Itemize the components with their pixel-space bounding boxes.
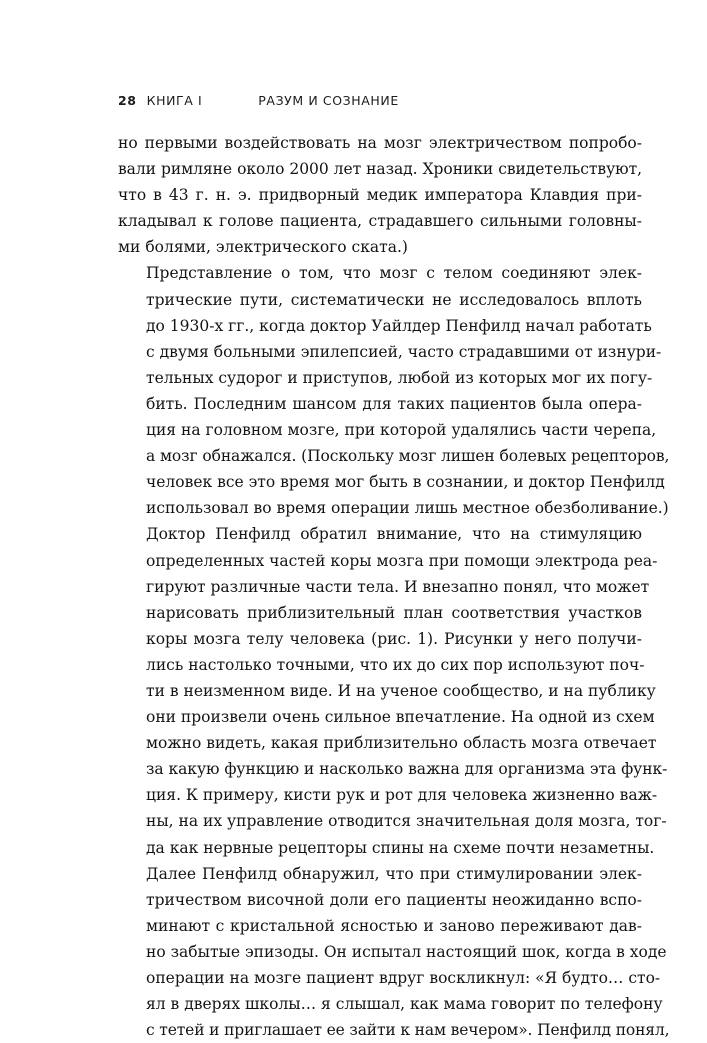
text-line: но забытые эпизоды. Он испытал настоящий шок, когда в ходе bbox=[146, 942, 667, 961]
paragraph-4 bbox=[118, 861, 670, 1043]
text-line: ны, на их управление отводится значительная доля мозга, тог- bbox=[146, 812, 667, 831]
text-line: но первыми воздействовать на мозг электричеством попробо- bbox=[118, 134, 642, 152]
paragraph-2 bbox=[118, 260, 670, 521]
text-line: да как нервные рецепторы спины на схеме почти незаметны. bbox=[146, 838, 655, 857]
text-line: коры мозга телу человека (рис. 1). Рисунки у него получи- bbox=[146, 629, 642, 648]
text-line: вали римляне около 2000 лет назад. Хроники свидетельствуют, bbox=[118, 160, 642, 179]
text-line: ция. К примеру, кисти рук и рот для человека жизненно важ- bbox=[146, 786, 658, 805]
text-line: операции на мозге пациент вдруг воскликнул: «Я будто… сто- bbox=[146, 969, 661, 987]
text-line: а мозг обнажался. (Поскольку мозг лишен болевых рецепторов, bbox=[146, 447, 670, 466]
text-line: бить. Последним шансом для таких пациентов была опера- bbox=[146, 394, 642, 413]
text-line: они произвели очень сильное впечатление. На одной из схем bbox=[146, 708, 655, 727]
text-line: Далее Пенфилд обнаружил, что при стимулировании элек- bbox=[146, 864, 642, 883]
text-line: тельных судорог и приступов, любой из которых мог их погу- bbox=[146, 368, 653, 387]
text-line: использовал во время операции лишь местное обезболивание.) bbox=[146, 499, 669, 518]
text-line: гируют различные части тела. И внезапно понял, что может bbox=[146, 577, 650, 596]
body-text bbox=[118, 130, 670, 1043]
text-line: минают с кристальной ясностью и заново переживают дав- bbox=[146, 916, 642, 935]
text-line: ти в неизменном виде. И на ученое сообщество, и на публику bbox=[146, 681, 656, 700]
paragraph-3 bbox=[118, 521, 668, 860]
text-line: Доктор Пенфилд обратил внимание, что на стимуляцию bbox=[146, 525, 642, 544]
text-line: с двумя больными эпилепсией, часто страдавшими от изнури- bbox=[146, 342, 662, 361]
page-number: 28 bbox=[118, 93, 137, 108]
text-line: ял в дверях школы… я слышал, как мама говорит по телефону bbox=[146, 995, 663, 1014]
text-line: что в 43 г. н. э. придворный медик императора Клавдия при- bbox=[118, 186, 642, 205]
running-header bbox=[118, 93, 399, 108]
section-title: РАЗУМ И СОЗНАНИЕ bbox=[258, 93, 399, 108]
text-line: можно видеть, какая приблизительно область мозга отвечает bbox=[146, 734, 657, 753]
text-line: лись настолько точными, что их до сих пор используют поч- bbox=[146, 655, 645, 674]
text-line: за какую функцию и насколько важна для организма эта функ- bbox=[146, 760, 668, 779]
text-line: ция на головном мозге, при которой удалялись части черепа, bbox=[146, 421, 657, 440]
text-line: ми болями, электрического ската.) bbox=[118, 238, 408, 257]
text-line: с тетей и приглашает ее зайти к нам вечером». Пенфилд понял, bbox=[146, 1021, 670, 1040]
text-line: нарисовать приблизительный план соответствия участков bbox=[146, 603, 642, 622]
text-line: Представление о том, что мозг с телом соединяют элек- bbox=[146, 264, 642, 283]
text-line: трические пути, систематически не исследовалось вплоть bbox=[146, 290, 642, 309]
text-line: человек все это время мог быть в сознании, и доктор Пенфилд bbox=[146, 473, 665, 492]
paragraph-1 bbox=[118, 130, 642, 260]
text-line: кладывал к голове пациента, страдавшего сильными головны- bbox=[118, 212, 642, 231]
book-label: КНИГА I bbox=[146, 93, 203, 108]
text-line: до 1930-х гг., когда доктор Уайлдер Пенфилд начал работать bbox=[146, 316, 652, 335]
text-line: тричеством височной доли его пациенты неожиданно вспо- bbox=[146, 890, 642, 909]
text-line: определенных частей коры мозга при помощи электрода реа- bbox=[146, 551, 658, 570]
